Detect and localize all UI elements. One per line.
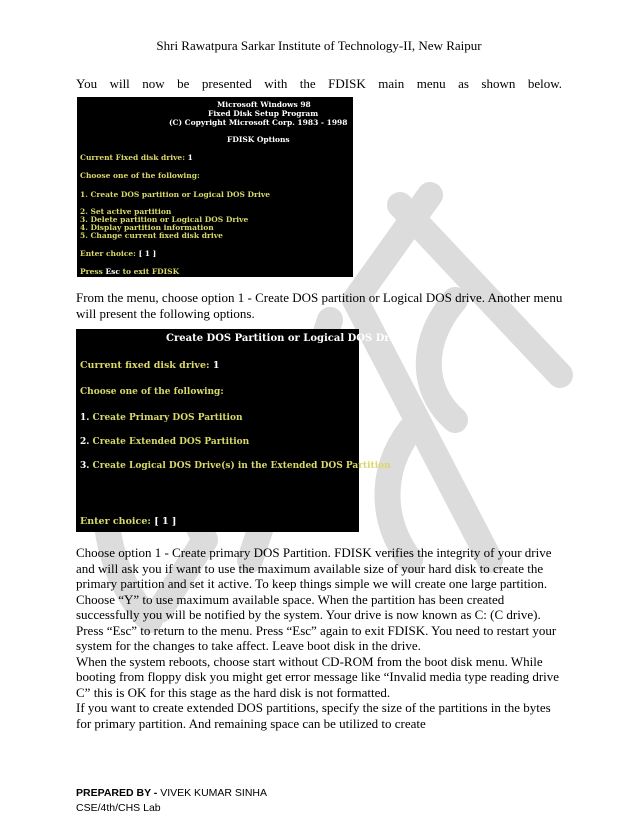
screen2-option: 3. Create Logical DOS Drive(s) in the Extended DOS Partition <box>80 461 391 471</box>
body-paragraph: If you want to create extended DOS partitions, specify the size of the partitions in the bytes for primary partition. And remaining space can be utilized to create <box>76 700 551 731</box>
screen2-option: 1. Create Primary DOS Partition <box>80 413 243 423</box>
screen1-press-esc: Press Esc to exit FDISK <box>80 267 180 276</box>
screen1-option: 3. Delete partition or Logical DOS Drive <box>80 215 249 224</box>
screen1-current-drive: Current Fixed disk drive: 1 <box>80 153 193 162</box>
fdisk-main-menu-screenshot <box>77 97 353 277</box>
screen1-title-line: (C) Copyright Microsoft Corp. 1983 - 1998 <box>169 118 348 127</box>
screen1-option: 1. Create DOS partition or Logical DOS Drive <box>80 190 270 199</box>
screen1-enter-choice: Enter choice: [ 1 ] <box>80 249 157 258</box>
body-text <box>76 545 566 731</box>
screen2-option: 2. Create Extended DOS Partition <box>80 437 250 447</box>
screen2-enter-choice: Enter choice: [ 1 ] <box>80 516 177 527</box>
screen1-option: 5. Change current fixed disk drive <box>80 231 223 240</box>
screen2-heading: Create DOS Partition or Logical DOS Drive <box>166 333 406 344</box>
create-dos-partition-screenshot <box>76 329 406 532</box>
course-label: CSE/4th/CHS Lab <box>76 802 161 814</box>
intro-line: You will now be presented with the FDISK main menu as shown below. <box>76 76 562 91</box>
page-header: Shri Rawatpura Sarkar Institute of Technology-II, New Raipur <box>156 38 482 53</box>
screen1-option: 2. Set active partition <box>80 207 172 216</box>
screen2-choose: Choose one of the following: <box>80 387 224 397</box>
body-paragraph: When the system reboots, choose start without CD-ROM from the boot disk menu. While booting from floppy disk you might get error message like “Invalid media type reading drive C” this is OK for this stage as the hard disk is not formatted. <box>76 653 560 700</box>
paragraph-menu-choice: From the menu, choose option 1 - Create DOS partition or Logical DOS drive. Another menu will present the following options. <box>76 290 563 321</box>
screen1-option: 4. Display partition information <box>80 223 214 232</box>
page-footer <box>76 786 267 816</box>
screen1-choose: Choose one of the following: <box>80 171 200 180</box>
screen1-title-line: Microsoft Windows 98 <box>217 100 311 109</box>
screen1-title-line: Fixed Disk Setup Program <box>208 109 319 118</box>
body-paragraph: Choose option 1 - Create primary DOS Partition. FDISK verifies the integrity of your drive and will ask you if want to use the maximum available size of your hard disk to create the primary partition and set it active. To keep things simple we will create one large partition. Choose “Y” to use maximum available space. When the partition has been created successfully you will be notified by the system. Your drive is now known as C: (C drive). Press “Esc” to return to the menu. Press “Esc” again to exit FDISK. You need to restart your system for the changes to take affect. Leave boot disk in the drive. <box>76 545 557 653</box>
screen2-current-drive: Current fixed disk drive: 1 <box>80 360 220 371</box>
screen1-heading: FDISK Options <box>227 135 290 144</box>
prepared-by: PREPARED BY - VIVEK KUMAR SINHA <box>76 787 267 799</box>
